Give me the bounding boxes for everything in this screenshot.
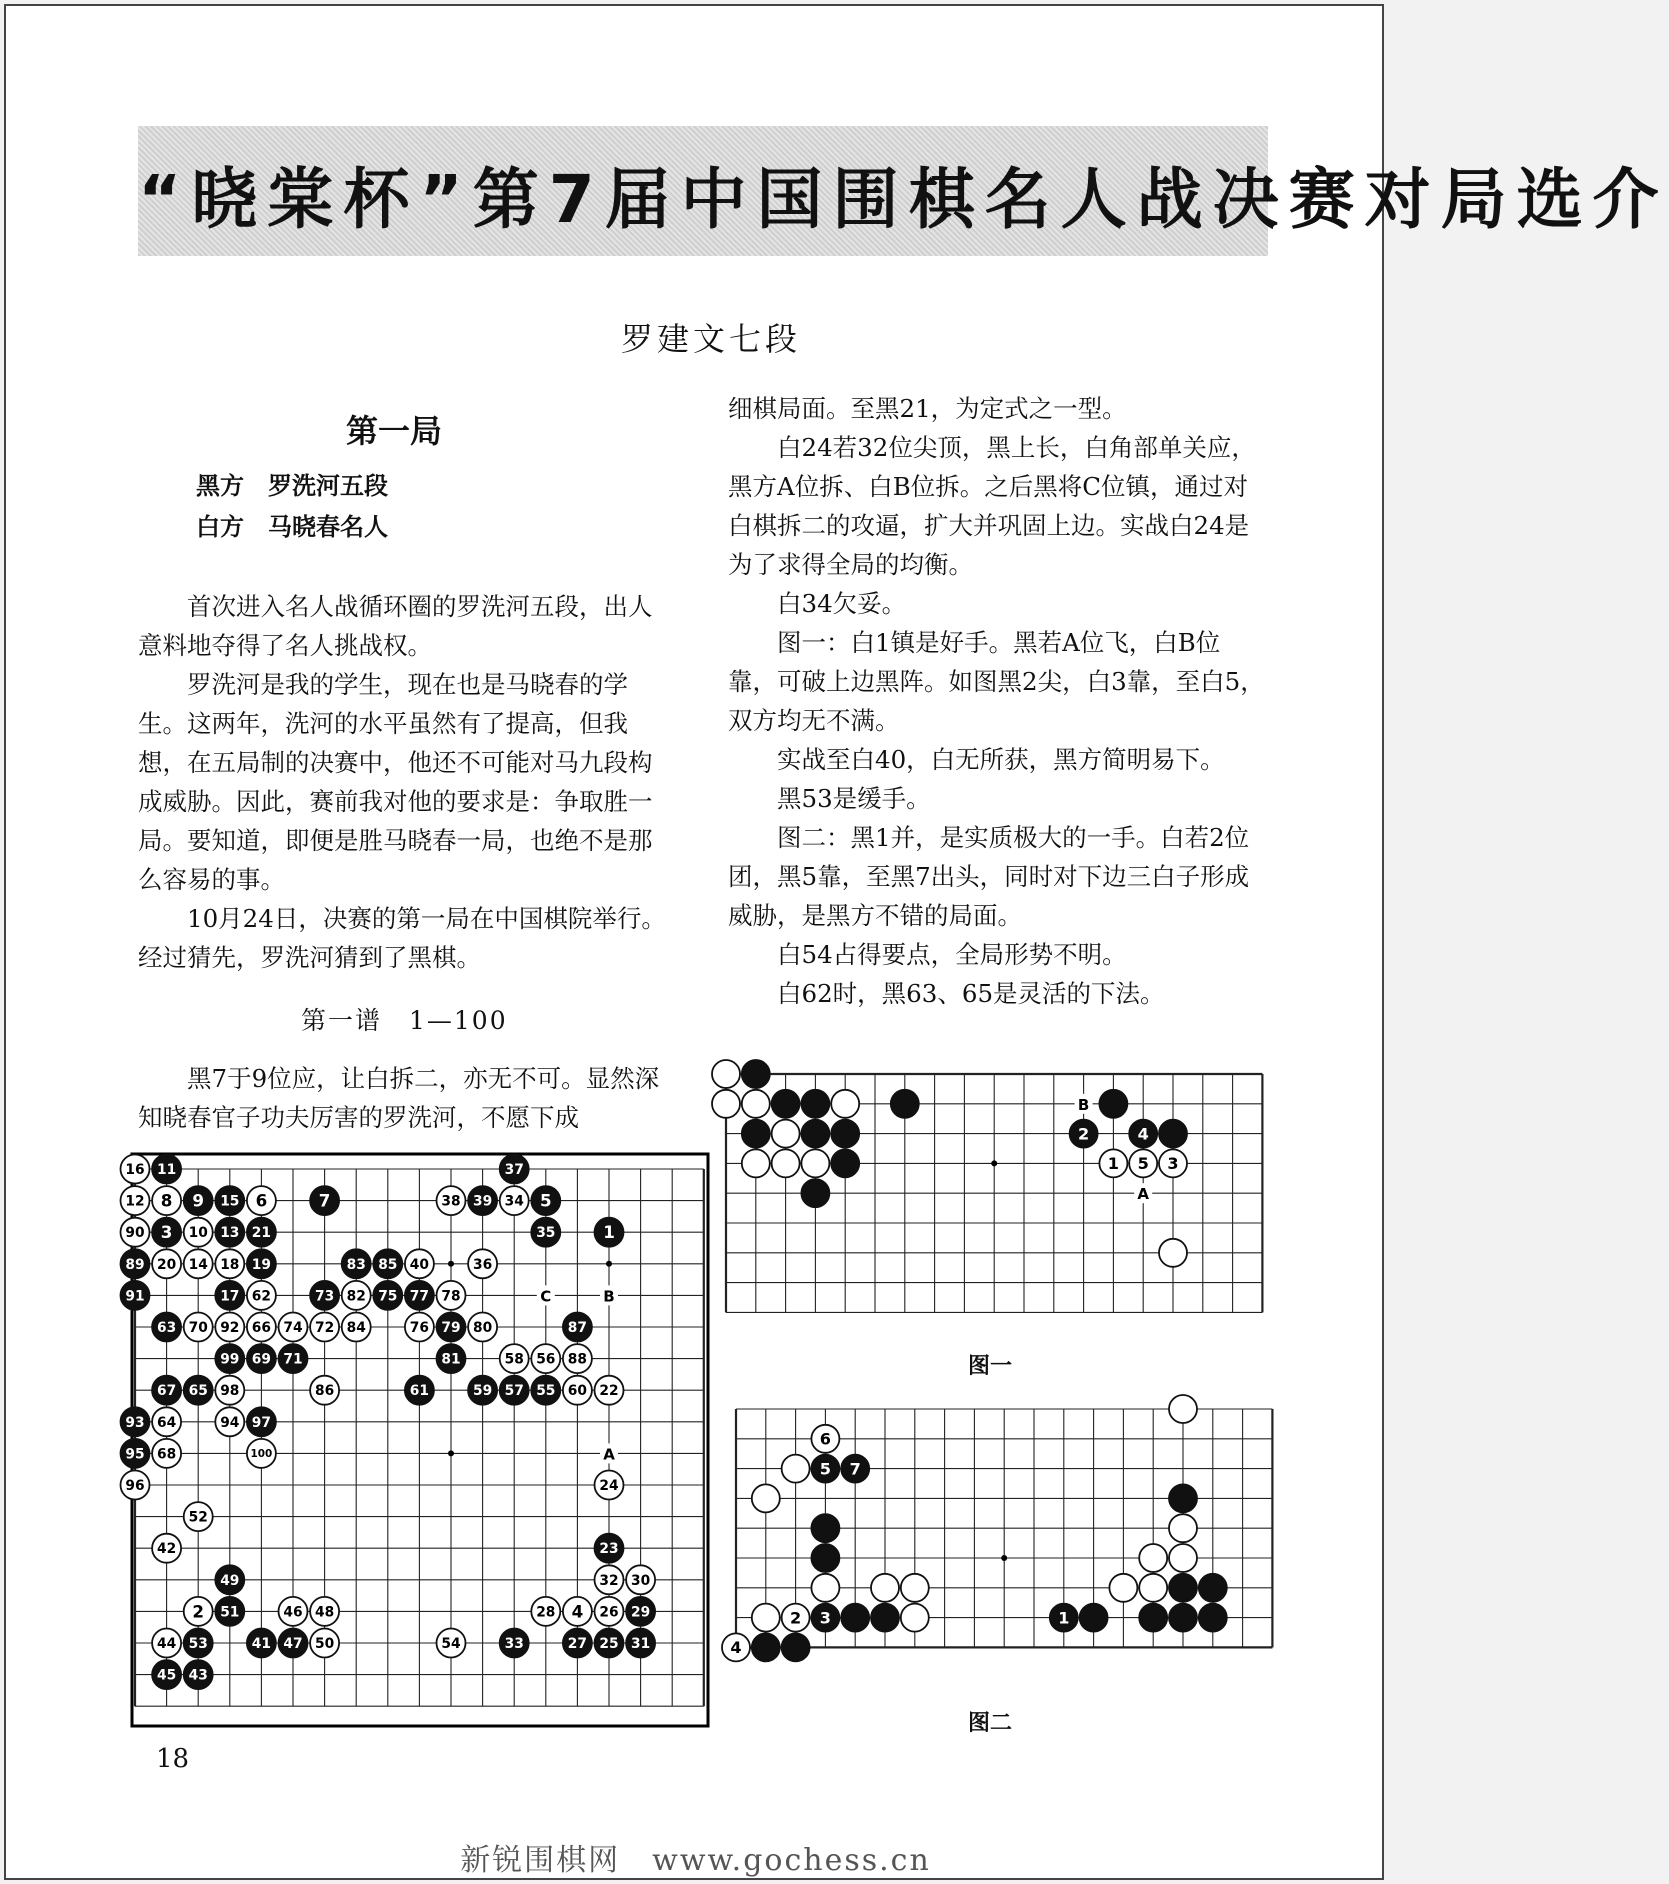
move-number: 32 (599, 1572, 619, 1589)
paragraph: 罗洗河是我的学生，现在也是马晓春的学生。这两年，洗河的水平虽然有了提高，但我想，在五局制的决赛中，他还不可能对马九段构成威胁。因此，赛前我对他的要求是：争取胜一局。要知道，即便是胜马晓春一局，也绝不是那么容易的事。 (138, 670, 653, 894)
figure-1-label: 图一 (968, 1354, 1013, 1379)
move-number: 5 (539, 1190, 552, 1211)
white-stone (1169, 1544, 1197, 1572)
board-letter: B (1077, 1095, 1090, 1114)
figure-2-label: 图二 (968, 1711, 1013, 1736)
move-number: 6 (255, 1190, 268, 1211)
white-stone (742, 1149, 770, 1177)
kifu-heading: 第一谱 1—100 (301, 1006, 508, 1035)
black-stone (841, 1604, 869, 1632)
move-number: 80 (472, 1319, 493, 1336)
move-number: 9 (192, 1190, 205, 1211)
move-number: 36 (472, 1256, 493, 1273)
star-point (448, 1261, 454, 1267)
move-number: 70 (188, 1319, 208, 1336)
move-number: 97 (251, 1414, 272, 1431)
move-number: 73 (314, 1288, 335, 1305)
left-column-text (138, 587, 674, 977)
move-number: 74 (283, 1319, 303, 1336)
move-number: 3 (160, 1222, 173, 1243)
white-stone (1109, 1574, 1137, 1602)
move-number: 19 (251, 1256, 272, 1273)
black-player-line: 黑方 罗洗河五段 (196, 472, 388, 500)
move-number: 78 (441, 1288, 461, 1305)
move-number: 4 (571, 1601, 584, 1622)
white-stone (871, 1574, 899, 1602)
author-byline: 罗建文七段 (621, 320, 802, 358)
white-stone (772, 1149, 800, 1177)
paragraph: 白34欠妥。 (777, 589, 907, 618)
paragraph: 白54占得要点，全局形势不明。 (777, 940, 1127, 969)
move-number: 66 (251, 1319, 272, 1336)
article-title: “晓棠杯”第7届中国围棋名人战决赛对局选介 (138, 161, 1669, 238)
move-number: 62 (251, 1288, 272, 1305)
move-number: 95 (125, 1446, 145, 1463)
move-number: 85 (378, 1256, 398, 1273)
move-number: 71 (283, 1351, 303, 1368)
game-heading: 第一局 (346, 412, 443, 450)
move-number: 79 (441, 1319, 461, 1336)
move-number: 56 (536, 1351, 556, 1368)
paragraph: 白62时，黑63、65是灵活的下法。 (777, 979, 1165, 1008)
move-number: 1 (603, 1222, 615, 1243)
move-number: 38 (441, 1193, 461, 1210)
white-stone (772, 1120, 800, 1148)
move-number: 81 (441, 1351, 461, 1368)
move-number: 61 (409, 1383, 430, 1400)
move-number: 4 (1137, 1124, 1149, 1144)
move-number: 6 (819, 1429, 832, 1449)
move-number: 43 (188, 1667, 208, 1684)
move-number: 27 (567, 1635, 588, 1652)
paragraph: 图一：白1镇是好手。黑若A位飞，白B位靠，可破上边黑阵。如图黑2尖，白3靠，至白5，双方均无不满。 (728, 628, 1265, 735)
site-watermark: 新锐围棋网 www.gochess.cn (460, 1843, 931, 1878)
move-number: 20 (156, 1256, 177, 1273)
board-letter: C (540, 1287, 552, 1306)
black-stone (1169, 1604, 1197, 1632)
move-number: 34 (504, 1193, 524, 1210)
move-number: 94 (220, 1414, 240, 1431)
white-stone (831, 1090, 859, 1118)
move-number: 37 (504, 1161, 524, 1178)
move-number: 77 (409, 1288, 430, 1305)
move-number: 49 (220, 1572, 240, 1589)
move-number: 2 (789, 1608, 802, 1628)
move-number: 31 (630, 1635, 651, 1652)
move-number: 7 (318, 1190, 331, 1211)
move-number: 45 (156, 1667, 177, 1684)
figure-2-diagram (728, 1404, 1278, 1686)
move-number: 72 (314, 1319, 335, 1336)
move-number: 5 (1137, 1154, 1149, 1174)
move-number: 47 (283, 1635, 303, 1652)
black-stone (811, 1514, 839, 1542)
black-stone (1099, 1090, 1127, 1118)
move-number: 52 (188, 1509, 208, 1526)
move-number: 10 (188, 1225, 208, 1242)
title-banner (138, 126, 1669, 256)
move-number: 8 (160, 1190, 173, 1211)
black-stone (1080, 1604, 1108, 1632)
white-stone (742, 1090, 770, 1118)
right-column-text (728, 389, 1268, 1013)
black-stone (742, 1060, 770, 1088)
move-number: 2 (192, 1601, 205, 1622)
move-number: 28 (536, 1604, 556, 1621)
paragraph: 细棋局面。至黑21，为定式之一型。 (728, 394, 1127, 423)
black-stone (831, 1149, 859, 1177)
move-number: 93 (125, 1414, 145, 1431)
move-number: 22 (599, 1383, 619, 1400)
move-number: 55 (536, 1383, 556, 1400)
black-stone (801, 1090, 829, 1118)
move-number: 100 (250, 1448, 273, 1461)
black-stone (891, 1090, 919, 1118)
move-number: 3 (1167, 1154, 1179, 1174)
move-number: 1 (1107, 1154, 1120, 1174)
black-stone (801, 1120, 829, 1148)
black-stone (831, 1120, 859, 1148)
move-number: 2 (1077, 1124, 1090, 1144)
figure-2-board-svg (728, 1404, 1278, 1686)
white-stone (712, 1060, 740, 1088)
move-number: 21 (251, 1225, 272, 1242)
board-letter: A (1137, 1185, 1150, 1204)
white-stone (801, 1149, 829, 1177)
move-number: 33 (504, 1635, 524, 1652)
move-number: 30 (630, 1572, 651, 1589)
black-stone (871, 1604, 899, 1632)
move-number: 40 (409, 1256, 430, 1273)
white-stone (1159, 1239, 1187, 1267)
white-stone (712, 1090, 740, 1118)
white-stone (1139, 1574, 1167, 1602)
move-number: 68 (156, 1446, 177, 1463)
move-number: 5 (819, 1459, 832, 1479)
move-number: 14 (188, 1256, 208, 1273)
move-number: 12 (125, 1193, 145, 1210)
move-number: 24 (599, 1477, 619, 1494)
magazine-page (4, 4, 1669, 1880)
move-number: 58 (504, 1351, 524, 1368)
move-number: 4 (730, 1638, 742, 1658)
black-stone (1169, 1574, 1197, 1602)
move-number: 64 (156, 1414, 177, 1431)
move-number: 60 (567, 1383, 588, 1400)
move-number: 89 (125, 1256, 145, 1273)
move-number: 54 (441, 1635, 461, 1652)
move-number: 99 (220, 1351, 240, 1368)
move-number: 86 (314, 1383, 335, 1400)
paragraph: 首次进入名人战循环圈的罗洗河五段，出人意料地夺得了名人挑战权。 (138, 592, 653, 660)
paragraph: 黑7于9位应，让白拆二，亦无不可。显然深知晓春官子功夫厉害的罗洗河，不愿下成 (138, 1064, 660, 1132)
white-stone (782, 1455, 810, 1483)
move-number: 42 (156, 1541, 177, 1558)
move-number: 87 (567, 1319, 588, 1336)
move-number: 57 (504, 1383, 524, 1400)
move-number: 29 (630, 1604, 651, 1621)
black-stone (772, 1090, 800, 1118)
black-stone (782, 1633, 810, 1661)
black-stone (1199, 1574, 1227, 1602)
move-number: 7 (849, 1459, 861, 1479)
move-number: 84 (346, 1319, 366, 1336)
page-number: 18 (156, 1744, 190, 1774)
white-stone (1169, 1395, 1197, 1423)
move-number: 18 (220, 1256, 240, 1273)
white-stone (1169, 1514, 1197, 1542)
paragraph: 黑53是缓手。 (777, 784, 931, 813)
move-number: 98 (220, 1383, 240, 1400)
move-number: 90 (125, 1225, 145, 1242)
move-number: 67 (156, 1383, 177, 1400)
move-number: 50 (314, 1635, 335, 1652)
move-number: 44 (156, 1635, 177, 1652)
star-point (1001, 1555, 1007, 1561)
main-game-diagram (125, 1152, 710, 1728)
black-stone (1139, 1604, 1167, 1632)
move-number: 11 (156, 1161, 177, 1178)
move-number: 91 (125, 1288, 145, 1305)
move-number: 39 (472, 1193, 493, 1210)
move-number: 41 (251, 1635, 272, 1652)
move-number: 35 (536, 1225, 556, 1242)
move-number: 82 (346, 1288, 366, 1305)
move-number: 3 (819, 1608, 832, 1628)
white-player-line: 白方 马晓春名人 (196, 513, 388, 541)
move-number: 65 (188, 1383, 208, 1400)
figure-1-diagram (718, 1044, 1278, 1324)
move-number: 83 (346, 1256, 366, 1273)
white-stone (752, 1484, 780, 1512)
black-stone (752, 1633, 780, 1661)
white-stone (1139, 1544, 1167, 1572)
move-number: 16 (125, 1161, 145, 1178)
black-stone (1199, 1604, 1227, 1632)
move-number: 92 (220, 1319, 240, 1336)
move-number: 23 (599, 1541, 619, 1558)
move-number: 13 (220, 1225, 240, 1242)
black-stone (801, 1179, 829, 1207)
star-point (448, 1450, 454, 1456)
move-number: 59 (472, 1383, 493, 1400)
paragraph: 10月24日，决赛的第一局在中国棋院举行。经过猜先，罗洗河猜到了黑棋。 (138, 904, 666, 972)
kifu-commentary (138, 1059, 674, 1137)
board-letter: B (603, 1287, 615, 1306)
white-stone (901, 1604, 929, 1632)
move-number: 69 (251, 1351, 272, 1368)
white-stone (901, 1574, 929, 1602)
star-point (991, 1160, 997, 1166)
board-letter: A (603, 1445, 615, 1464)
black-stone (1159, 1120, 1187, 1148)
move-number: 51 (220, 1604, 240, 1621)
move-number: 96 (125, 1477, 145, 1494)
move-number: 25 (599, 1635, 619, 1652)
black-stone (1169, 1484, 1197, 1512)
paragraph: 图二：黑1并，是实质极大的一手。白若2位团，黑5靠，至黑7出头，同时对下边三白子形成威胁，是黑方不错的局面。 (728, 823, 1250, 930)
move-number: 1 (1058, 1608, 1070, 1628)
move-number: 26 (599, 1604, 619, 1621)
star-point (606, 1261, 612, 1267)
move-number: 15 (220, 1193, 240, 1210)
move-number: 76 (409, 1319, 430, 1336)
move-number: 63 (156, 1319, 177, 1336)
black-stone (742, 1120, 770, 1148)
move-number: 46 (283, 1604, 303, 1621)
main-board-svg (125, 1152, 710, 1728)
move-number: 17 (220, 1288, 240, 1305)
paragraph: 实战至白40，白无所获，黑方简明易下。 (777, 745, 1225, 774)
white-stone (811, 1574, 839, 1602)
figure-1-board-svg (718, 1044, 1278, 1324)
move-number: 75 (378, 1288, 398, 1305)
move-number: 53 (188, 1635, 208, 1652)
move-number: 48 (314, 1604, 335, 1621)
black-stone (811, 1544, 839, 1572)
move-number: 88 (567, 1351, 588, 1368)
white-stone (752, 1604, 780, 1632)
paragraph: 白24若32位尖顶，黑上长，白角部单关应，黑方A位拆、白B位拆。之后黑将C位镇，通过对白棋拆二的攻逼，扩大并巩固上边。实战白24是为了求得全局的均衡。 (728, 433, 1256, 579)
